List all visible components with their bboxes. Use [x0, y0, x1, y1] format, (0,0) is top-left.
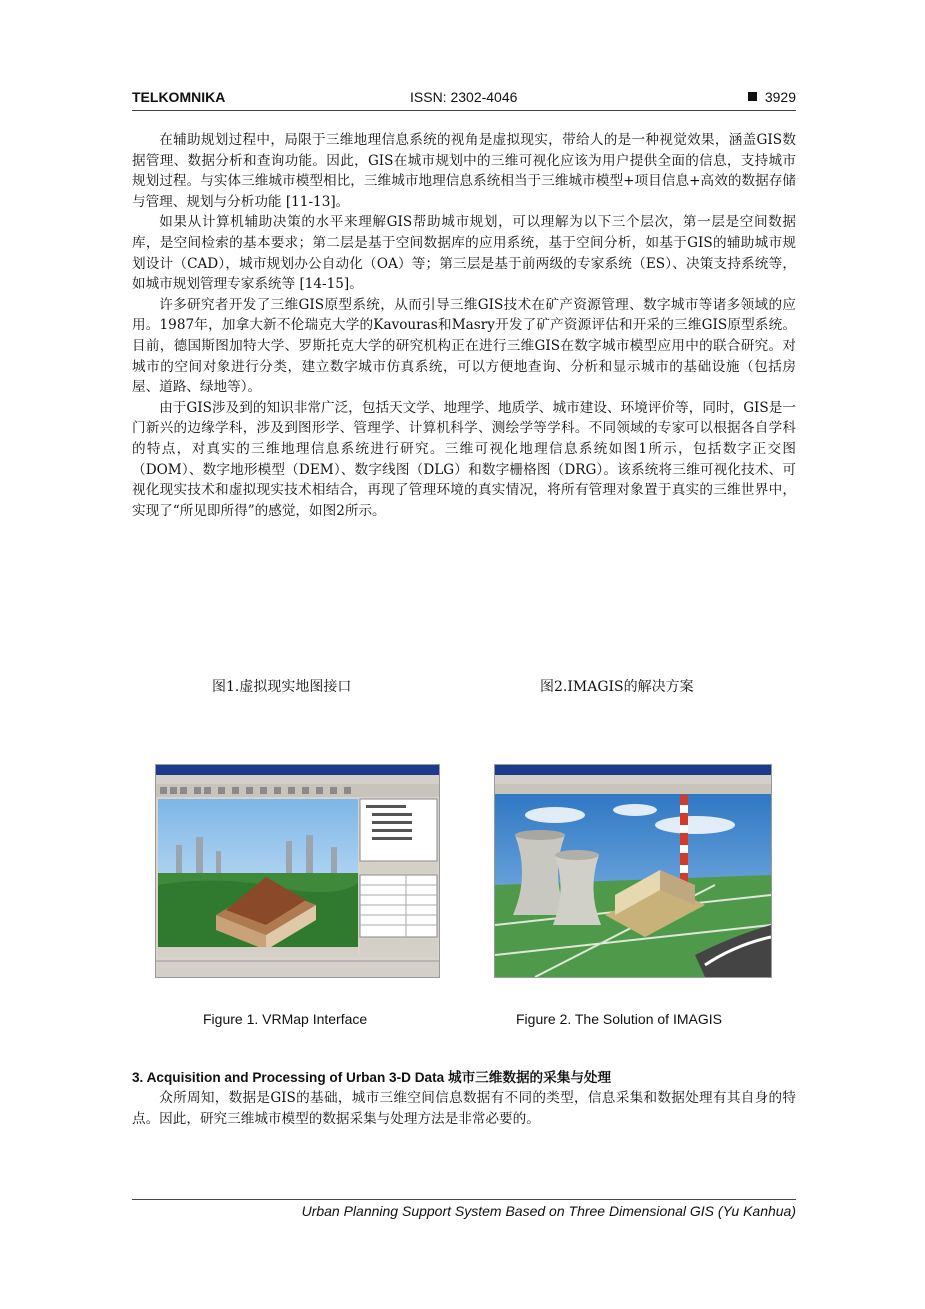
paragraph-2: 如果从计算机辅助决策的水平来理解GIS帮助城市规划，可以理解为以下三个层次，第一层是空间数据库，是空间检索的基本要求；第二层是基于空间数据库的应用系统，基于空间分析，如基于GIS的辅助城市规划设计（CAD），城市规划办公自动化（OA）等；第三层是基于前两级的专家系统（ES）、决策支持系统等，如城市规划管理专家系统等 [14-15]。: [132, 214, 796, 293]
page-header: [132, 89, 796, 109]
figure-1-image: [155, 764, 440, 978]
vrmap-screenshot-picture: [156, 765, 439, 977]
footer-rule: [132, 1199, 796, 1200]
square-bullet-icon: [748, 92, 757, 101]
issn: ISSN: 2302-4046: [410, 89, 518, 105]
section-3: [132, 1066, 796, 1129]
body-text: [132, 130, 796, 521]
paragraph-1: 在辅助规划过程中，局限于三维地理信息系统的视角是虚拟现实，带给人的是一种视觉效果，涵盖GIS数据管理、数据分析和查询功能。因此，GIS在城市规划中的三维可视化应该为用户提供全面的信息，支持城市规划过程。与实体三维城市模型相比，三维城市地理信息系统相当于三维城市模型+项目信息+高效的数据存储与管理、规划与分析功能 [11-13]。: [132, 132, 796, 210]
figure-1-caption-cn: 图1.虚拟现实地图接口: [212, 679, 352, 695]
imagis-screenshot-picture: [495, 765, 771, 977]
figure-2-image: [494, 764, 772, 978]
page-number-text: 3929: [764, 89, 796, 105]
header-rule: [132, 110, 796, 111]
figure-1-caption-en: Figure 1. VRMap Interface: [203, 1011, 368, 1027]
paragraph-4: 由于GIS涉及到的知识非常广泛，包括天文学、地理学、地质学、城市建设、环境评价等，同时，GIS是一门新兴的边缘学科，涉及到图形学、管理学、计算机科学、测绘学等学科。不同领域的专家可以根据各自学科的特点，对真实的三维地理信息系统进行研究。三维可视化地理信息系统如图1所示，包括数字正交图（DOM）、数字地形模型（DEM）、数字线图（DLG）和数字栅格图（DRG）。该系统将三维可视化技术、可视化现实技术和虚拟现实技术相结合，再现了管理环境的真实情况，将所有管理对象置于真实的三维世界中，实现了“所见即所得”的感觉，如图2所示。: [132, 399, 796, 519]
section-paragraph: 众所周知，数据是GIS的基础，城市三维空间信息数据有不同的类型，信息采集和数据处理有其自身的特点。因此，研究三维城市模型的数据采集与处理方法是非常必要的。: [132, 1090, 796, 1127]
figure-2-caption-en: Figure 2. The Solution of IMAGIS: [516, 1011, 722, 1027]
page-footer: Urban Planning Support System Based on Three Dimensional GIS (Yu Kanhua): [301, 1203, 796, 1219]
paragraph-3: 许多研究者开发了三维GIS原型系统，从而引导三维GIS技术在矿产资源管理、数字城市等诸多领域的应用。1987年，加拿大新不伦瑞克大学的Kavouras和Masry开发了矿产资源评估和开采的三维GIS原型系统。目前，德国斯图加特大学、罗斯托克大学的研究机构正在进行三维GIS在数字城市模型应用中的联合研究。对城市的空间对象进行分类，建立数字城市仿真系统，可以方便地查询、分析和显示城市的基础设施（包括房屋、道路、绿地等）。: [132, 296, 796, 396]
section-heading: 3. Acquisition and Processing of Urban 3-D Data 城市三维数据的采集与处理: [132, 1070, 612, 1085]
journal-name: TELKOMNIKA: [132, 89, 226, 105]
figure-2-caption-cn: 图2.IMAGIS的解决方案: [540, 679, 694, 695]
page-number: [748, 89, 796, 105]
